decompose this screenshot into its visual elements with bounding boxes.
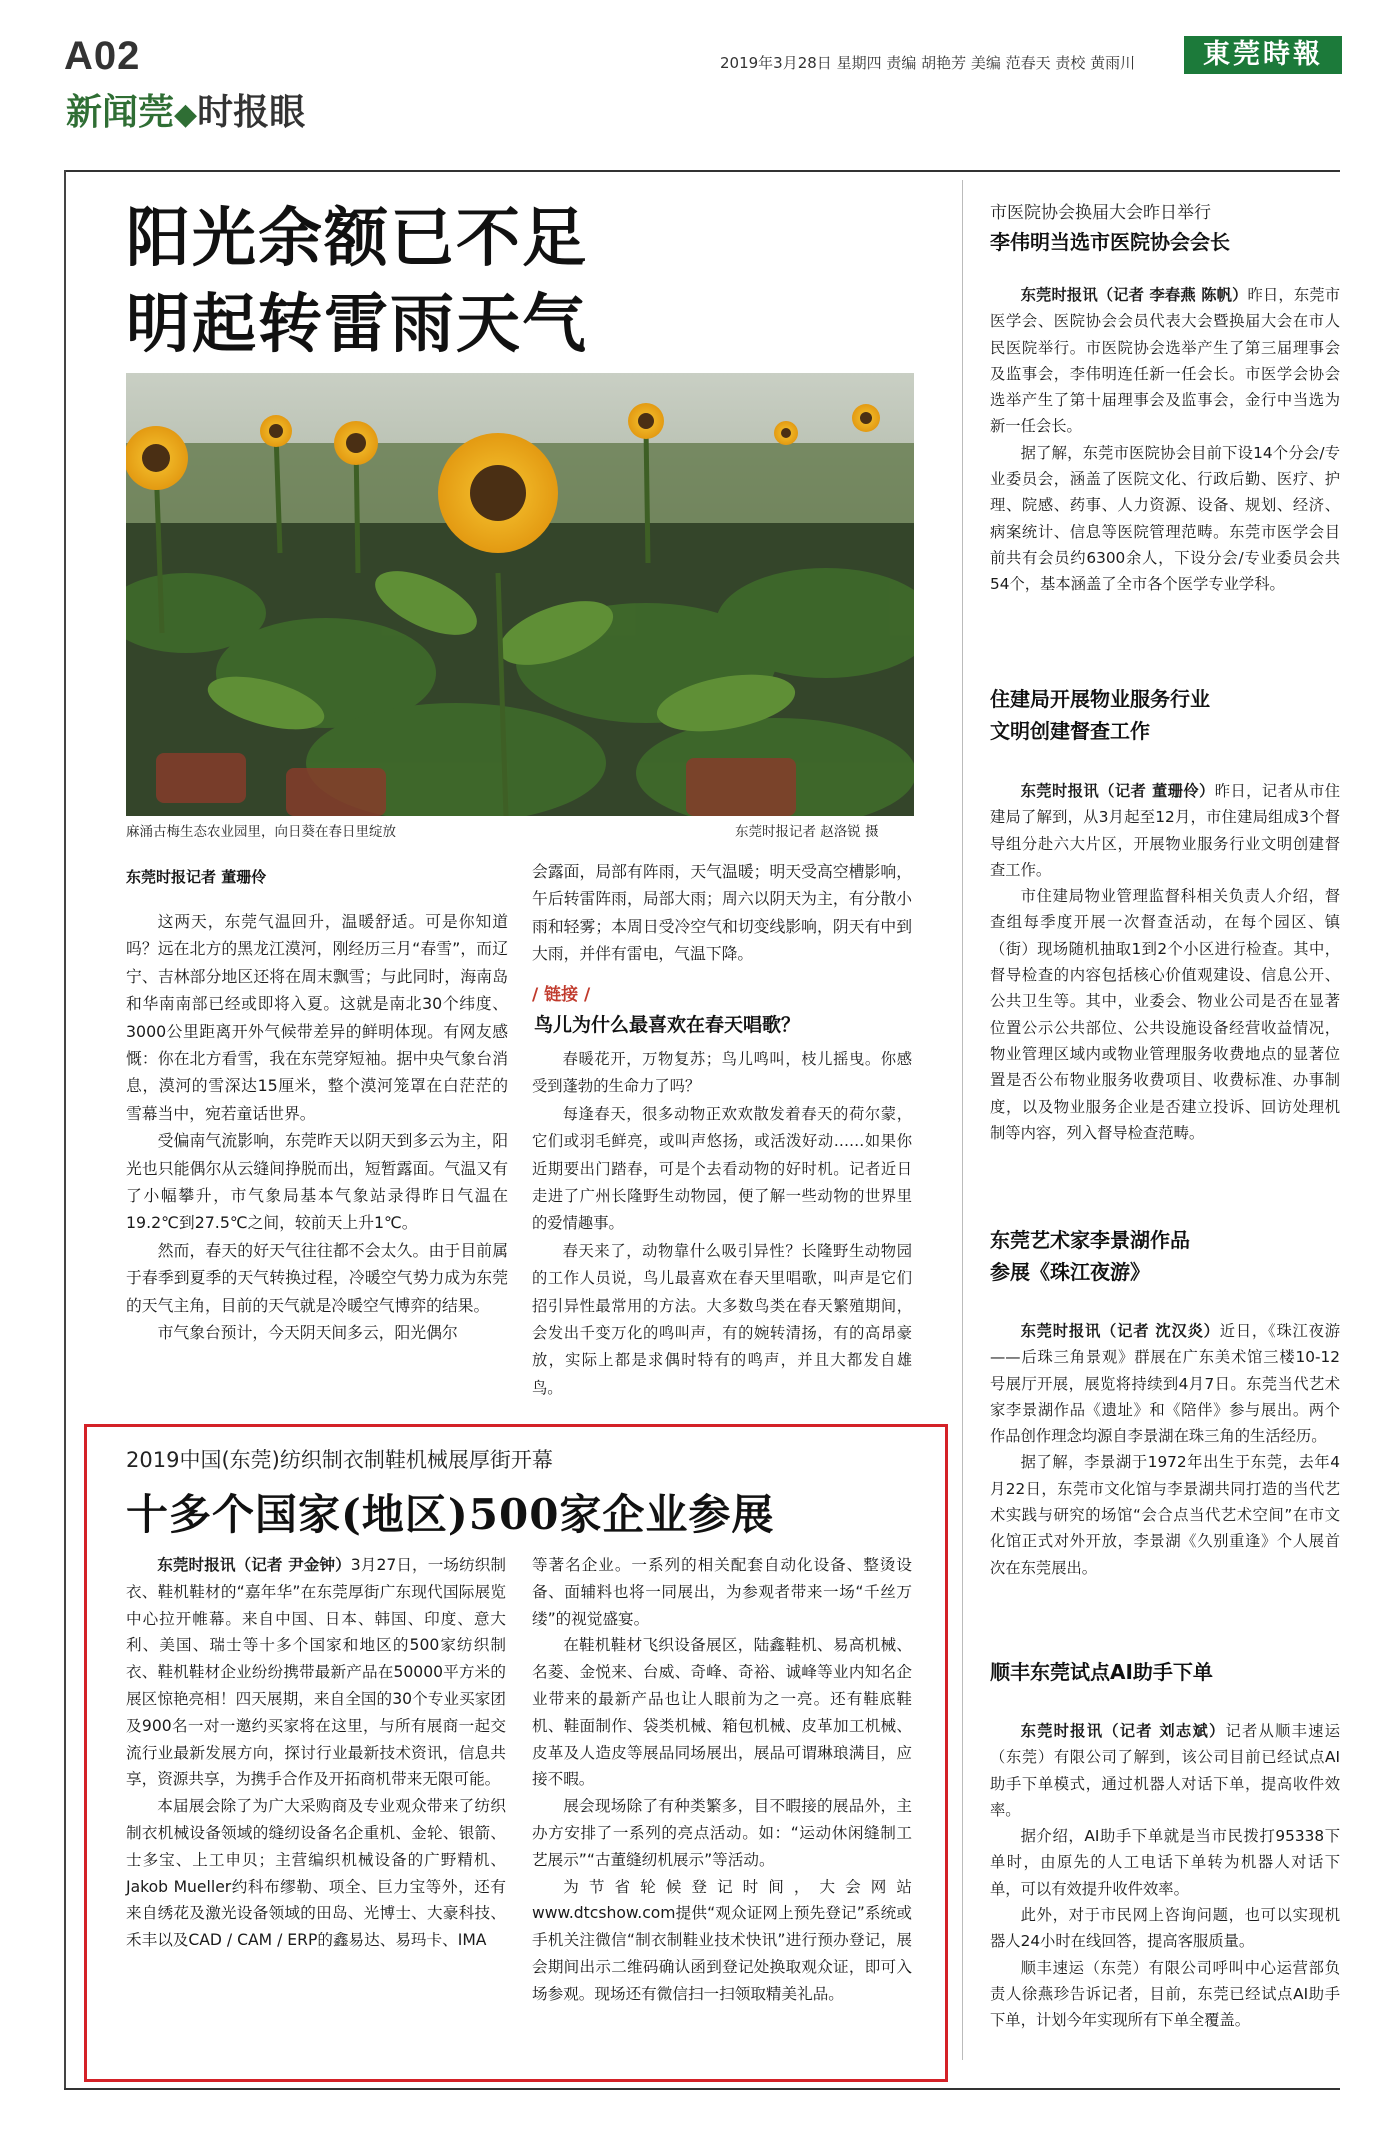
left-rule: [64, 170, 66, 2090]
paragraph: 然而，春天的好天气往往都不会太久。由于目前属于春季到夏季的天气转换过程，冷暖空气势力成为东莞的天气主角，目前的天气就是冷暖空气博弈的结果。: [126, 1240, 508, 1315]
housing-title: [990, 683, 1210, 747]
artist-title-line2: 参展《珠江夜游》: [990, 1260, 1150, 1284]
paragraph: 每逢春天，很多动物正欢欢散发着春天的荷尔蒙，它们或羽毛鲜亮，或叫声悠扬，或活泼好动……如果你近期要出门踏春，可是个去看动物的好时机。记者近日走进了广州长隆野生动物园，便了解一些动物的世界里的爱情趣事。: [532, 1104, 912, 1233]
expo-col1: [126, 1552, 506, 1954]
artist-body: [990, 1318, 1340, 1581]
paragraph: 等著名企业。一系列的相关配套自动化设备、整烫设备、面辅料也将一同展出，为参观者带来一场“千丝万缕”的视觉盛宴。: [532, 1556, 912, 1628]
main-byline: 东莞时报记者 董珊伶: [126, 868, 267, 886]
paragraph: 在鞋机鞋材飞织设备展区，陆鑫鞋机、易高机械、名菱、金悦来、台威、奇峰、奇裕、诚峰等业内知名企业带来的最新产品也让人眼前为之一亮。还有鞋底鞋机、鞋面制作、袋类机械、箱包机械、皮革加工机械、皮革及人造皮等展品同场展出，展品可谓琳琅满目，应接不暇。: [532, 1636, 912, 1789]
paragraph: 展会现场除了有种类繁多，目不暇接的展品外，主办方安排了一系列的亮点活动。如：“运动休闲缝制工艺展示”“古董缝纫机展示”等活动。: [532, 1797, 912, 1869]
date-editor-line: 2019年3月28日 星期四 责编 胡艳芳 美编 范春天 责校 黄雨川: [720, 54, 1136, 72]
section-title-right: 时报眼: [197, 91, 306, 133]
column-divider: [962, 180, 963, 2060]
section-title: [66, 84, 305, 135]
bottom-rule: [64, 2088, 1340, 2090]
headline-line-2: 明起转雷雨天气: [126, 287, 588, 362]
paragraph: 市气象台预计，今天阴天间多云，阳光偶尔: [157, 1323, 458, 1343]
photo-credit: 东莞时报记者 赵洛锐 摄: [735, 824, 879, 840]
paragraph: 记者从顺丰速运（东莞）有限公司了解到，该公司目前已经试点AI助手下单模式，通过机器人对话下单，提高收件效率。: [990, 1722, 1340, 1819]
sunflower-illustration: [126, 373, 914, 816]
housing-title-line2: 文明创建督查工作: [990, 719, 1150, 743]
photo-caption: 麻涌古梅生态农业园里，向日葵在春日里绽放: [126, 824, 396, 840]
top-rule: [64, 170, 1340, 172]
expo-title: 十多个国家(地区)500家企业参展: [126, 1490, 775, 1539]
link-tag: / 链接 /: [532, 985, 591, 1005]
expo-lead: 东莞时报讯（记者 尹金钟）: [157, 1556, 351, 1574]
paragraph: 本届展会除了为广大采购商及专业观众带来了纺织制衣机械设备领域的缝纫设备名企重机、金轮、银箭、士多宝、上工申贝；主营编织机械设备的广野精机、Jakob Mueller约科布缪勒、项全、巨力宝等外，还有来自绣花及激光设备领域的田岛、光博士、大豪科技、禾丰以及CAD / CAM / ERP的鑫易达、易玛卡、IMA: [126, 1797, 506, 1950]
hospital-kicker: 市医院协会换届大会昨日举行: [990, 203, 1211, 223]
housing-lead: 东莞时报讯（记者 董珊伶）: [1020, 782, 1215, 800]
artist-title: [990, 1224, 1190, 1288]
paragraph: 据了解，李景湖于1972年出生于东莞，去年4月22日，东莞市文化馆与李景湖共同打造的当代艺术实践与研究的场馆“会合点当代艺术空间”在市文化馆正式对外开放，李景湖《久别重逢》个人展首次在东莞展出。: [990, 1453, 1340, 1577]
paragraph: 此外，对于市民网上咨询问题，也可以实现机器人24小时在线回答，提高客服质量。: [990, 1906, 1340, 1951]
link-body: [532, 1046, 912, 1402]
artist-lead: 东莞时报讯（记者 沈汉炎）: [1020, 1322, 1220, 1340]
paragraph: 受偏南气流影响，东莞昨天以阴天到多云为主，阳光也只能偶尔从云缝间挣脱而出，短暂露面。气温又有了小幅攀升，市气象局基本气象站录得昨日气温在19.2℃到27.5℃之间，较前天上升1℃。: [126, 1131, 508, 1233]
housing-title-line1: 住建局开展物业服务行业: [990, 687, 1210, 711]
paragraph: 顺丰速运（东莞）有限公司呼叫中心运营部负责人徐燕珍告诉记者，目前，东莞已经试点AI助手下单，计划今年实现所有下单全覆盖。: [990, 1958, 1340, 2030]
paragraph: 这两天，东莞气温回升，温暖舒适。可是你知道吗？远在北方的黑龙江漠河，刚经历三月“春雪”，而辽宁、吉林部分地区还将在周末飘雪；与此同时，海南岛和华南南部已经或即将入夏。这就是南北30个纬度、3000公里距离开外气候带差异的鲜明体现。有网友感慨：你在北方看雪，我在东莞穿短袖。据中央气象台消息，漠河的雪深达15厘米，整个漠河笼罩在白茫茫的雪幕当中，宛若童话世界。: [126, 912, 508, 1123]
sf-body: [990, 1718, 1340, 2034]
expo-kicker: 2019中国(东莞)纺织制衣制鞋机械展厚街开幕: [126, 1448, 553, 1472]
paragraph: 春暖花开，万物复苏；鸟儿鸣叫，枝儿摇曳。你感受到蓬勃的生命力了吗？: [532, 1050, 912, 1096]
section-title-left: 新闻莞: [66, 91, 175, 133]
expo-col2: [532, 1552, 912, 2008]
diamond-icon: ◆: [174, 97, 198, 132]
hospital-title: 李伟明当选市医院协会会长: [990, 230, 1230, 254]
paragraph: 春天来了，动物靠什么吸引异性？长隆野生动物园的工作人员说，鸟儿最喜欢在春天里唱歌，叫声是它们招引异性最常用的方法。大多数鸟类在春天繁殖期间，会发出千变万化的鸣叫声，有的婉转清扬，有的高昂豪放，实际上都是求偶时特有的鸣声，并且大都发自雄鸟。: [532, 1241, 912, 1397]
paragraph: 为节省轮候登记时间，大会网站www.dtcshow.com提供“观众证网上预先登记”系统或手机关注微信“制衣制鞋业技术快讯”进行预办登记，展会期间出示二维码确认函到登记处换取观众证，即可入场参观。现场还有微信扫一扫领取精美礼品。: [532, 1877, 912, 2003]
main-article-col2: [532, 858, 912, 968]
paragraph: 近日，《珠江夜游——后珠三角景观》群展在广东美术馆三楼10-12号展厅开展，展览将持续到4月7日。东莞当代艺术家李景湖作品《遗址》和《陪伴》参与展出。两个作品创作理念均源自李景湖在珠三角的生活经历。: [990, 1322, 1340, 1446]
headline-line-1: 阳光余额已不足: [126, 201, 588, 276]
paragraph: 会露面，局部有阵雨，天气温暖；明天受高空槽影响，午后转雷阵雨，局部大雨；周六以阴天为主，有分散小雨和轻雾；本周日受冷空气和切变线影响，阴天有中到大雨，并伴有雷电，气温下降。: [532, 862, 912, 964]
link-title: 鸟儿为什么最喜欢在春天唱歌？: [534, 1014, 801, 1036]
paragraph: 昨日，东莞市医学会、医院协会会员代表大会暨换届大会在市人民医院举行。市医院协会选举产生了第三届理事会及监事会，李伟明连任新一任会长。市医学会协会选举产生了第十届理事会及监事会，金行中当选为新一任会长。: [990, 286, 1340, 436]
sunflower-photo: [126, 373, 914, 816]
page-number: A02: [64, 34, 141, 78]
hospital-lead: 东莞时报讯（记者 李春燕 陈帆）: [1020, 286, 1248, 304]
main-article-col1: [126, 908, 508, 1347]
artist-title-line1: 东莞艺术家李景湖作品: [990, 1228, 1190, 1252]
newspaper-logo: 東莞時報: [1184, 36, 1342, 74]
paragraph: 据了解，东莞市医院协会目前下设14个分会/专业委员会，涵盖了医院文化、行政后勤、医疗、护理、院感、药事、人力资源、设备、规划、经济、病案统计、信息等医院管理范畴。东莞市医学会目前共有会员约6300余人，下设分会/专业委员会共54个，基本涵盖了全市各个医学专业学科。: [990, 443, 1340, 594]
paragraph: 据介绍，AI助手下单就是当市民拨打95338下单时，由原先的人工电话下单转为机器人对话下单，可以有效提升收件效率。: [990, 1827, 1340, 1898]
paragraph: 昨日，记者从市住建局了解到，从3月起至12月，市住建局组成3个督导组分赴六大片区，开展物业服务行业文明创建督查工作。: [990, 782, 1340, 879]
hospital-body: [990, 282, 1340, 598]
housing-body: [990, 778, 1340, 1146]
paragraph: 市住建局物业管理监督科相关负责人介绍，督查组每季度开展一次督查活动，在每个园区、镇（街）现场随机抽取1到2个小区进行检查。其中，督导检查的内容包括核心价值观建设、信息公开、公共卫生等。其中，业委会、物业公司是否在显著位置公示公共部位、公共设施设备经营收益情况，物业管理区域内或物业管理服务收费地点的显著位置是否公布物业服务收费项目、收费标准、办事制度，以及物业服务企业是否建立投诉、回访处理机制等内容，列入督导检查范畴。: [990, 887, 1340, 1142]
sf-title: 顺丰东莞试点AI助手下单: [990, 1660, 1213, 1684]
main-headline: [126, 196, 946, 368]
sf-lead: 东莞时报讯（记者 刘志斌）: [1020, 1722, 1226, 1740]
paragraph: 3月27日，一场纺织制衣、鞋机鞋材的“嘉年华”在东莞厚街广东现代国际展览中心拉开帷幕。来自中国、日本、韩国、印度、意大利、美国、瑞士等十多个国家和地区的500家纺织制衣、鞋机鞋材企业纷纷携带最新产品在50000平方米的展区惊艳亮相！四天展期，来自全国的30个专业买家团及900名一对一邀约买家将在这里，与所有展商一起交流行业最新发展方向，探讨行业最新技术资讯，信息共享，资源共享，为携手合作及开拓商机带来无限可能。: [126, 1556, 507, 1789]
